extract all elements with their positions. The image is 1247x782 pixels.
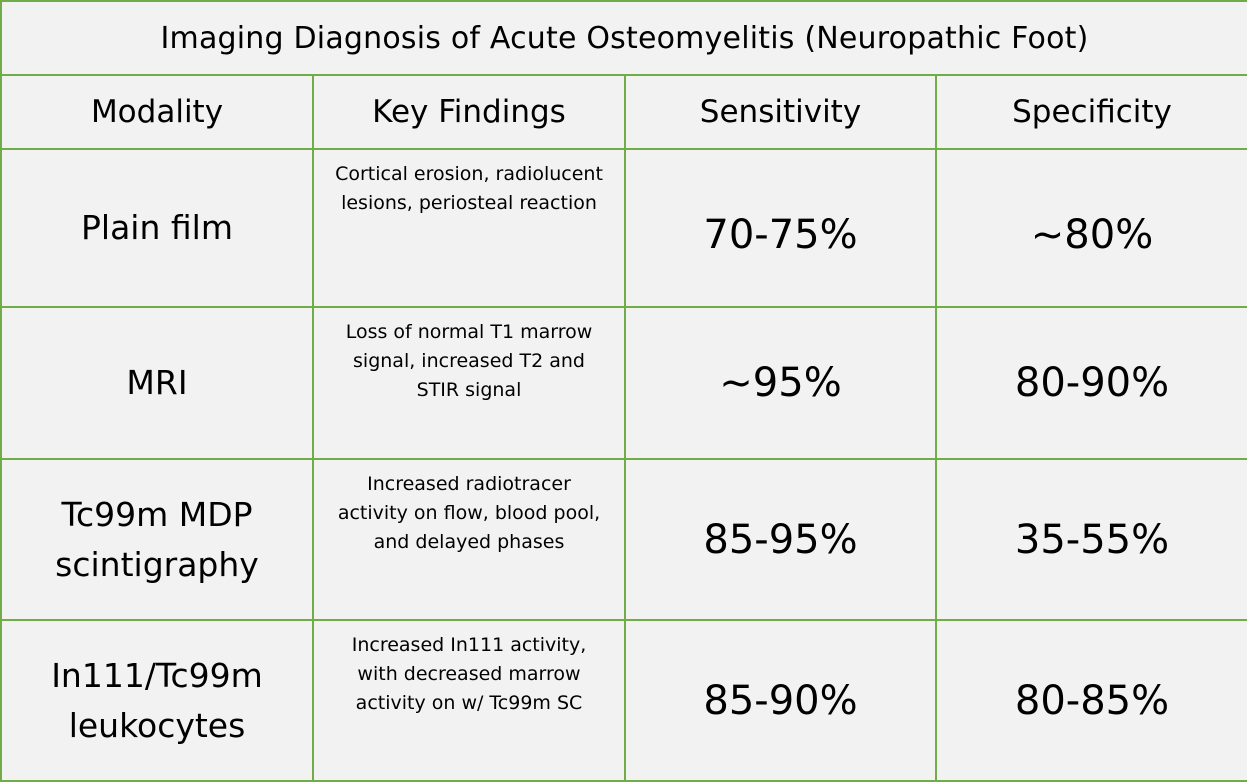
findings-line: activity on flow, blood pool,	[337, 502, 601, 524]
header-modality: Modality	[1, 75, 313, 149]
findings-cell	[313, 307, 625, 459]
modality-label: leukocytes	[68, 705, 246, 745]
modality-label: Plain film	[81, 208, 233, 247]
specificity-value: 80-85%	[936, 620, 1247, 781]
specificity-value: ~80%	[936, 149, 1247, 307]
sensitivity-value: 85-90%	[625, 620, 936, 781]
modality-label: MRI	[126, 363, 188, 402]
findings-line: Cortical erosion, radiolucent	[335, 163, 603, 185]
table-row	[1, 620, 1247, 781]
header-specificity: Specificity	[936, 75, 1247, 149]
table-title: Imaging Diagnosis of Acute Osteomyelitis (Neuropathic Foot)	[1, 1, 1247, 75]
modality-cell	[1, 149, 313, 307]
findings-line: with decreased marrow	[357, 663, 581, 685]
table-row	[1, 459, 1247, 620]
findings-cell	[313, 459, 625, 620]
findings-line: Loss of normal T1 marrow	[345, 321, 593, 343]
modality-label: scintigraphy	[55, 544, 259, 584]
findings-line: signal, increased T2 and	[353, 350, 585, 372]
header-key-findings: Key Findings	[313, 75, 625, 149]
findings-cell	[313, 620, 625, 781]
sensitivity-value: 70-75%	[625, 149, 936, 307]
modality-cell	[1, 307, 313, 459]
findings-cell	[313, 149, 625, 307]
findings-line: and delayed phases	[373, 531, 565, 553]
table-row	[1, 149, 1247, 307]
table-row	[1, 307, 1247, 459]
findings-line: Increased radiotracer	[367, 473, 571, 495]
modality-label: Tc99m MDP	[61, 494, 253, 534]
specificity-value: 35-55%	[936, 459, 1247, 620]
findings-line: activity on w/ Tc99m SC	[355, 692, 583, 714]
sensitivity-value: 85-95%	[625, 459, 936, 620]
modality-cell	[1, 459, 313, 620]
header-sensitivity: Sensitivity	[625, 75, 936, 149]
specificity-value: 80-90%	[936, 307, 1247, 459]
findings-line: STIR signal	[416, 379, 522, 401]
modality-label: In111/Tc99m	[51, 655, 263, 695]
findings-line: lesions, periosteal reaction	[341, 192, 597, 214]
findings-line: Increased In111 activity,	[351, 634, 587, 656]
modality-cell	[1, 620, 313, 781]
sensitivity-value: ~95%	[625, 307, 936, 459]
